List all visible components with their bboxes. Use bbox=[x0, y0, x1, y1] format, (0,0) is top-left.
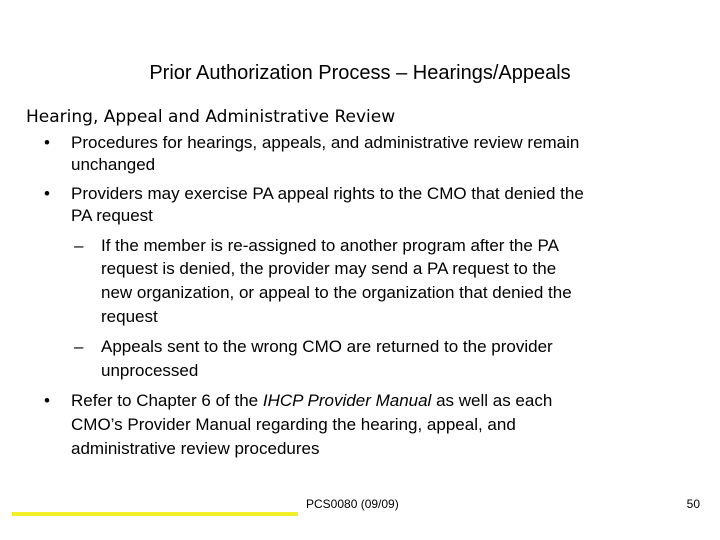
bullet-2-line-2: PA request bbox=[71, 206, 153, 225]
footer-accent-bar bbox=[12, 512, 298, 516]
page-number: 50 bbox=[686, 497, 700, 511]
sub-item-1-line-1: If the member is re-assigned to another program after the PA bbox=[101, 236, 559, 255]
sub-item-2-line-2: unprocessed bbox=[101, 361, 199, 380]
bullet-marker: • bbox=[44, 391, 50, 410]
sub-item-1-line-4: request bbox=[101, 307, 158, 326]
sub-item-1-line-2: request is denied, the provider may send a PA request to the bbox=[101, 259, 557, 278]
footer-code: PCS0080 (09/09) bbox=[306, 497, 399, 511]
bullet-marker: • bbox=[44, 133, 50, 152]
sub-item-1-line-3: new organization, or appeal to the organization that denied the bbox=[101, 283, 572, 302]
slide-title: Prior Authorization Process – Hearings/Appeals bbox=[149, 62, 571, 84]
bullet-marker: • bbox=[44, 184, 50, 203]
bullet-3-text-after: as well as each bbox=[431, 391, 553, 410]
bullet-1-line-1: Procedures for hearings, appeals, and administrative review remain bbox=[71, 133, 580, 152]
bullet-3-text-before: Refer to Chapter 6 of the bbox=[71, 391, 263, 410]
sub-item-2-line-1: Appeals sent to the wrong CMO are returned to the provider bbox=[101, 337, 553, 356]
sub-bullet-marker: – bbox=[74, 236, 84, 255]
bullet-2-line-1: Providers may exercise PA appeal rights to the CMO that denied the bbox=[71, 184, 584, 203]
bullet-3-line-2: CMO’s Provider Manual regarding the hearing, appeal, and bbox=[71, 415, 516, 434]
bullet-3-line-1 bbox=[71, 390, 552, 412]
slide-subtitle: Hearing, Appeal and Administrative Review bbox=[26, 107, 396, 127]
bullet-3-line-3: administrative review procedures bbox=[71, 439, 320, 458]
bullet-1-line-2: unchanged bbox=[71, 155, 156, 174]
sub-bullet-marker: – bbox=[74, 337, 84, 356]
manual-title-italic: IHCP Provider Manual bbox=[262, 391, 432, 410]
